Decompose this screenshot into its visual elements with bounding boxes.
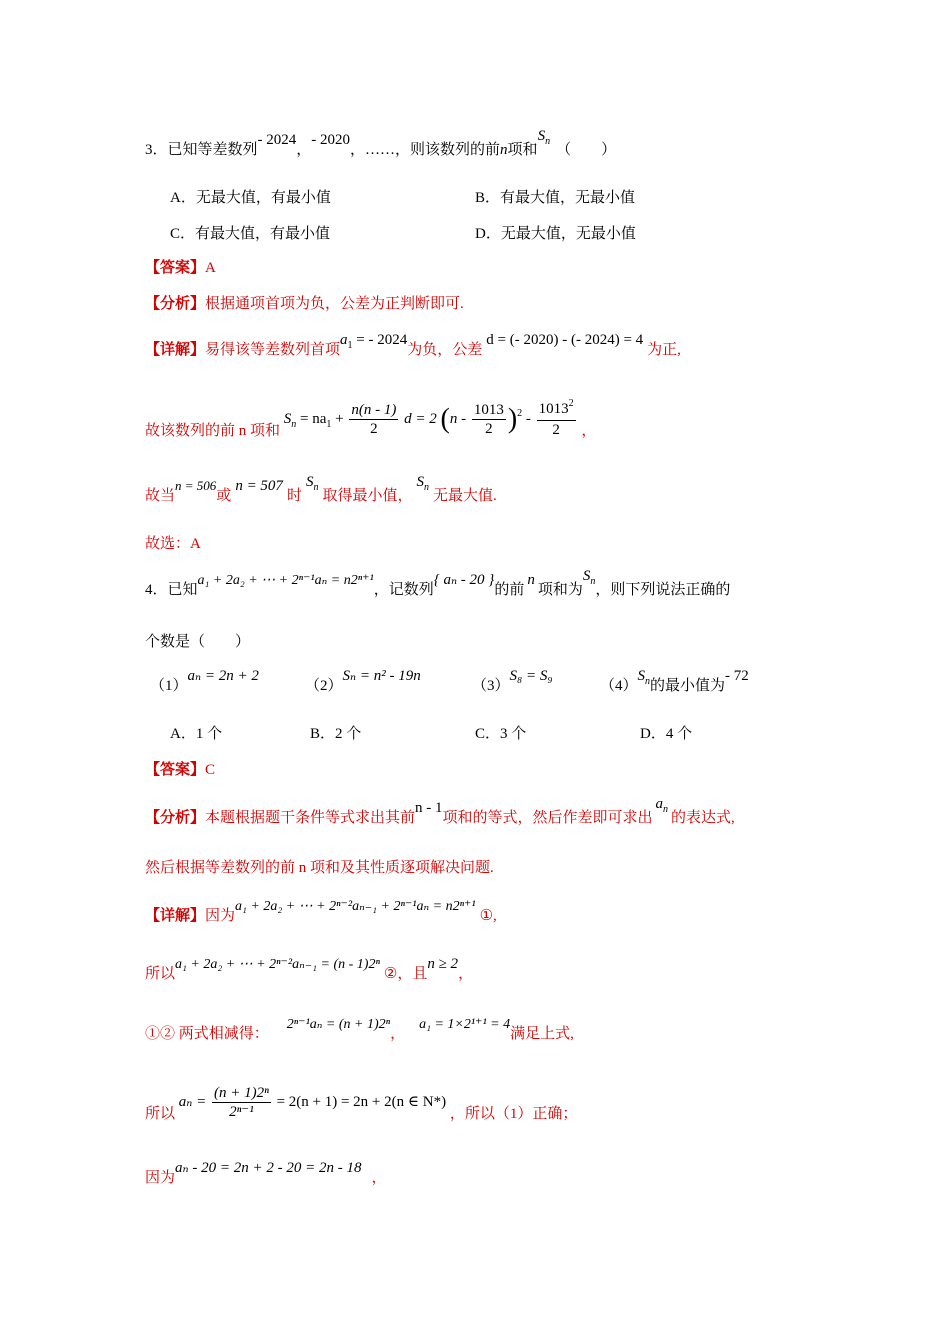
q4-detail-3: [145, 1017, 574, 1045]
q3-term2: - 2020: [311, 132, 351, 148]
q4-answer-tag: 【答案】: [145, 762, 206, 778]
q3-prefix: 3．已知等差数列: [145, 142, 258, 158]
q3-detail-3: [145, 474, 497, 508]
q4-analysis-1: 【分析】本题根据题干条件等式求出其前n - 1项和的等式，然后作差即可求出$a_n$的表达式,: [145, 796, 735, 826]
q3-sn-sub: n: [545, 136, 551, 147]
q3-detail-1: [145, 332, 681, 362]
q3-detail3a: 故当: [145, 488, 176, 504]
q4-answer-value: C: [205, 762, 216, 778]
q3-n506: n = 506: [175, 478, 217, 493]
q3-analysis-text: 根据通项首项为负，公差为正判断即可.: [205, 296, 464, 312]
q4-s1-eq: aₙ = 2n + 2: [187, 668, 259, 684]
q3-d-eq: d = (- 2020) - (- 2024) = 4: [486, 332, 644, 348]
q4-statement-2: [305, 668, 421, 696]
q4-d4-den: 2ⁿ⁻¹: [229, 1104, 254, 1120]
q3-sn: S: [537, 128, 546, 144]
q4-statement-1: [150, 668, 259, 696]
q3-frac1-num: n(n - 1): [351, 402, 397, 418]
q3-rest1: ，……，则该数列的前: [350, 142, 501, 158]
q4-detail-4: [145, 1085, 578, 1133]
q4-s4-label: （4）: [600, 678, 638, 694]
q4-analysis3: 的表达式,: [671, 810, 735, 826]
q3-paren: （ ）: [556, 142, 617, 158]
q4-d2b: ②，且: [383, 966, 428, 982]
q4-d2-eq: a₁ + 2a₂ + ⋯ + 2ⁿ⁻²aₙ₋₁ = (n - 1)2ⁿ: [175, 957, 380, 972]
q3-sn-3-sub: n: [313, 482, 319, 493]
q4-d5b: ，: [371, 1170, 387, 1186]
q3-a1-sub: 1: [347, 340, 353, 351]
q4-d1a: 因为: [205, 908, 236, 924]
q4-s2-eq: Sₙ = n² - 19n: [342, 668, 421, 684]
q4-s4-sn: S: [637, 668, 646, 684]
q3-detail-tag: 【详解】: [145, 342, 206, 358]
q3-frac2: [472, 401, 506, 438]
q4-option-a: A．1 个: [170, 726, 223, 742]
q4-d1-eq: a₁ + 2a₂ + ⋯ + 2ⁿ⁻²aₙ₋₁ + 2ⁿ⁻¹aₙ = n2ⁿ⁺¹: [235, 899, 476, 914]
q3-analysis: [145, 294, 464, 314]
q4-answer: [145, 760, 215, 780]
q4-d1b: ①,: [479, 908, 497, 924]
q3-sn-4-sub: n: [423, 482, 429, 493]
q3-sn-eq-b: d = 2: [404, 410, 437, 427]
q4-d2c: ，: [458, 966, 474, 982]
q4-s4-text: 的最小值为: [650, 678, 726, 694]
q3-frac3-den: 2: [552, 422, 560, 438]
q3-n: n: [500, 142, 508, 158]
q4-d3a: ①② 两式相减得：: [145, 1026, 269, 1042]
q3-detail2-end: ，: [581, 422, 597, 439]
q3-frac1-den: 2: [370, 421, 378, 437]
q4-s3-label: （3）: [472, 678, 510, 694]
q4-eq: a₁ + 2a₂ + ⋯ + 2ⁿ⁻¹aₙ = n2ⁿ⁺¹: [197, 573, 374, 588]
q4-d3-eq1: 2ⁿ⁻¹aₙ = (n + 1)2ⁿ: [286, 1017, 391, 1032]
q4-d4-num: (n + 1)2ⁿ: [213, 1085, 269, 1101]
q3-a1-rhs: = - 2024: [352, 332, 408, 348]
q3-option-d: D．无最大值，无最小值: [475, 226, 636, 242]
q3-sn-3: S: [305, 474, 314, 490]
q3-detail3d: 取得最小值，: [322, 488, 413, 504]
q4-d3-eq2: a₁ = 1×2¹⁺¹ = 4: [419, 1017, 511, 1032]
q4-stem-2: 个数是（ ）: [145, 634, 251, 650]
q4-d2a: 所以: [145, 966, 176, 982]
q3-inner: n -: [449, 410, 467, 427]
q4-mid: ，记数列: [373, 582, 434, 598]
q3-answer: [145, 258, 216, 278]
q4-d5a: 因为: [145, 1170, 176, 1186]
q4-statement-3: [472, 668, 553, 696]
q3-detail1c: 为正,: [647, 342, 681, 358]
q4-d4-frac: [212, 1084, 271, 1121]
q4-detail-tag: 【详解】: [145, 908, 206, 924]
q3-sn-eq-a: = na: [300, 410, 327, 427]
q3-detail3b: 或: [216, 488, 232, 504]
q4-d3b: ，: [390, 1026, 406, 1042]
q4-seq: { aₙ - 20 }: [433, 572, 495, 588]
q4-option-c: C．3 个: [475, 726, 527, 742]
q3-detail2a: 故该数列的前 n 项和: [145, 422, 281, 439]
q4-tail: ，则下列说法正确的: [595, 582, 731, 598]
q4-s2-label: （2）: [305, 678, 343, 694]
q4-s3-eq: S₈ = S₉: [509, 668, 553, 684]
q3-detail1b: 为负，公差: [407, 342, 483, 358]
q4-sn: S: [582, 568, 591, 584]
q3-stem: [145, 128, 617, 162]
q4-s1-label: （1）: [150, 678, 188, 694]
q3-frac2-den: 2: [485, 421, 493, 437]
q3-detail-2: 故该数列的前 n 项和 $S_n = na_1$ + $\frac{n(n - 1)}{2}$ d = 2 (n - $\frac{1013}{2}$ )$^2$ - $\frac{1013^2}{2}$ ，: [145, 398, 597, 439]
q4-d2-eq2: n ≥ 2: [427, 956, 459, 972]
q3-frac2-num: 1013: [473, 402, 504, 418]
q4-d4-lhs: aₙ =: [178, 1093, 207, 1110]
q3-detail3e: 无最大值.: [432, 488, 497, 504]
q3-term1: - 2024: [257, 132, 297, 148]
q4-analysis2: 项和的等式，然后作差即可求出: [442, 810, 653, 826]
q4-option-b: B．2 个: [310, 726, 362, 742]
q3-frac1: [349, 401, 398, 438]
q4-d4b: ，所以（1）正确；: [449, 1105, 578, 1122]
q4-d5-eq: aₙ - 20 = 2n + 2 - 20 = 2n - 18: [175, 1160, 362, 1176]
q4-mid2: 的前: [494, 582, 525, 598]
q4-detail-5: [145, 1160, 387, 1188]
q3-answer-tag: 【答案】: [145, 260, 206, 276]
q3-detail1a: 易得该等差数列首项: [205, 342, 341, 358]
q4-d4-rhs: = 2(n + 1) = 2n + 2(n ∈ N*): [276, 1093, 447, 1110]
q4-analysis1: 本题根据题干条件等式求出其前: [205, 810, 416, 826]
q4-d3c: 满足上式,: [510, 1026, 574, 1042]
q4-detail-2: [145, 956, 474, 985]
q3-analysis-tag: 【分析】: [145, 296, 206, 312]
q4-s4-sn-sub: n: [645, 676, 651, 687]
q3-frac3-sup: 2: [568, 398, 574, 409]
q3-choose: 故选：A: [145, 536, 201, 552]
q4-statement-4: [600, 668, 749, 698]
q4-n: n: [527, 572, 535, 588]
q3-option-c: C．有最大值，有最小值: [170, 226, 331, 242]
q4-analysis-2: 然后根据等差数列的前 n 项和及其性质逐项解决问题.: [145, 860, 494, 876]
q3-sep: ，: [296, 142, 312, 158]
q4-analysis-n1: n - 1: [415, 800, 443, 816]
q3-sn-2-sub: n: [291, 418, 297, 430]
q3-minus: -: [525, 410, 531, 427]
q3-option-a: A．无最大值，有最小值: [170, 190, 331, 206]
q4-mid3: 项和为: [537, 582, 583, 598]
q3-sn-2: S: [283, 410, 292, 427]
q3-frac3-num: 1013: [538, 401, 569, 417]
q3-frac3: [537, 400, 576, 439]
q3-answer-value: A: [205, 260, 216, 276]
q4-detail-1: [145, 899, 497, 927]
q4-prefix: 4．已知: [145, 582, 198, 598]
q3-detail3c: 时: [286, 488, 302, 504]
q3-n507: n = 507: [235, 478, 283, 494]
q3-option-b: B．有最大值，无最小值: [475, 190, 636, 206]
q4-option-d: D．4 个: [640, 726, 693, 742]
q4-sn-sub: n: [590, 576, 596, 587]
q3-rest2: 项和: [507, 142, 538, 158]
q4-analysis-tag: 【分析】: [145, 810, 206, 826]
q3-square: 2: [517, 407, 523, 419]
q4-stem: [145, 568, 731, 602]
q3-sn-4: S: [416, 474, 424, 490]
q4-d4a: 所以: [145, 1105, 176, 1122]
q4-s4-val: - 72: [725, 668, 749, 684]
q3-a1: a: [340, 332, 348, 348]
